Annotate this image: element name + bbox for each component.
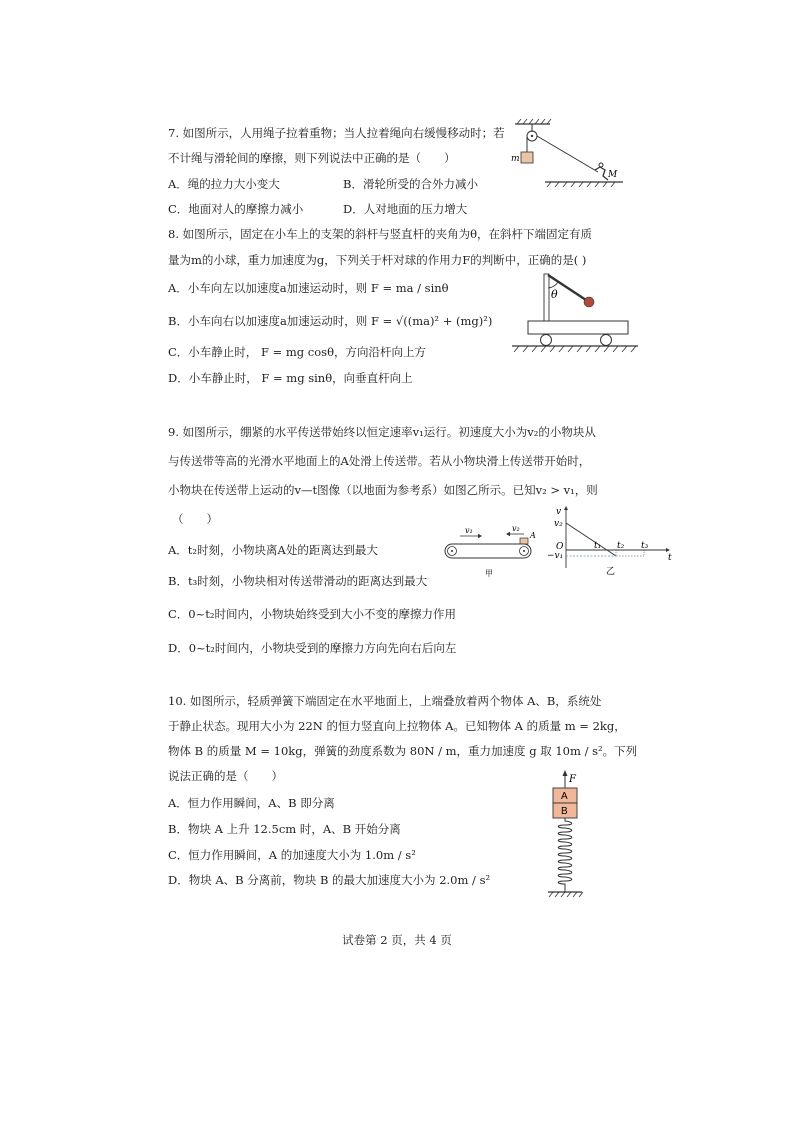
q7-pulley-figure [505,118,630,190]
q10-spring [558,818,572,892]
q10-label-F: F [569,774,576,785]
q9-stem-line4: （ ） [172,512,218,526]
q10-stem-line1: 10. 如图所示，轻质弹簧下端固定在水平地面上，上端叠放着两个物体 A、B，系统处 [168,694,602,708]
q9-graph-label-t1: t₁ [594,541,602,551]
q10-option-d: D．物块 A、B 分离前，物块 B 的最大加速度大小为 2.0m / s² [168,873,491,887]
q9-option-c: C．0~t₂时间内，小物块始终受到大小不变的摩擦力作用 [168,607,456,621]
q9-conveyor-figure [438,520,540,578]
q9-option-a: A．t₂时刻，小物块离A处的距离达到最大 [168,543,378,557]
q9-graph-label-t2: t₂ [617,541,625,551]
q8-cart-figure [510,268,640,356]
q8-option-d: D．小车静止时， F = mg sinθ，向垂直杆向上 [168,371,413,385]
q10-stem-line4: 说法正确的是（ ） [168,769,283,783]
q8-stem-line2: 量为m的小球，重力加速度为g，下列关于杆对球的作用力F的判断中，正确的是( ) [168,253,587,267]
q8-label-theta: θ [551,288,558,301]
q10-label-B: B [561,806,568,817]
q9-stem-line3: 小物块在传送带上运动的v—t图像（以地面为参考系）如图乙所示。已知v₂ > v₁，则 [168,483,598,497]
q8-option-b: B．小车向右以加速度a加速运动时，则 F = √((ma)² + (mg)²) [168,314,493,328]
q7-label-M: M [608,170,618,180]
q7-stem-line1: 7. 如图所示，人用绳子拉着重物；当人拉着绳向右缓慢移动时；若 [168,126,505,140]
q9-graph-label-t3: t₃ [641,541,649,551]
q9-graph-label-v2: v₂ [554,519,563,529]
q9-graph-label-neg-v1: −v₁ [547,551,564,561]
q8-option-c: C．小车静止时， F = mg cosθ，方向沿杆向上方 [168,345,426,359]
q10-spring-figure [540,770,590,902]
q7-stem-line2: 不计绳与滑轮间的摩擦，则下列说法中正确的是（ ） [168,151,456,165]
q9-block [520,538,528,544]
q9-vt-graph [546,506,674,578]
q10-label-A: A [561,791,568,802]
q7-option-c: C．地面对人的摩擦力减小 [168,202,304,216]
q9-belt-label-v1: v₁ [465,526,473,535]
q7-option-d: D．人对地面的压力增大 [343,202,468,216]
q9-option-b: B．t₃时刻，小物块相对传送带滑动的距离达到最大 [168,574,428,588]
q8-wheel-left [541,335,552,346]
q8-wheel-right [601,335,612,346]
q10-option-a: A．恒力作用瞬间，A、B 即分离 [168,796,335,810]
q9-graph-label-v: v [556,507,562,517]
q10-stem-line3: 物体 B 的质量 M = 10kg，弹簧的劲度系数为 80N / m，重力加速度 g 取 10m / s²。下列 [168,744,638,758]
q7-option-b: B．滑轮所受的合外力减小 [343,177,478,191]
q7-option-a: A．绳的拉力大小变大 [168,177,280,191]
q8-option-a: A．小车向左以加速度a加速运动时，则 F = ma / sinθ [168,281,449,295]
q10-option-c: C．恒力作用瞬间，A 的加速度大小为 1.0m / s² [168,848,416,862]
q9-belt-label-A: A [530,531,536,540]
q8-stem-line1: 8. 如图所示，固定在小车上的支架的斜杆与竖直杆的夹角为θ，在斜杆下端固定有质 [168,227,593,241]
q9-label-yi: 乙 [606,567,616,577]
q10-option-b: B．物块 A 上升 12.5cm 时，A、B 开始分离 [168,822,401,836]
page-footer: 试卷第 2 页，共 4 页 [342,933,452,947]
q7-label-m: m [511,154,520,164]
q7-mass-block [521,152,533,163]
q9-graph-label-O: O [556,542,564,552]
q9-stem-line2: 与传送带等高的光滑水平地面上的A处滑上传送带。若从小物块滑上传送带开始时， [168,454,591,468]
q9-belt-label-v2: v₂ [512,524,520,533]
q8-ball [584,297,594,307]
q9-label-jia: 甲 [485,569,493,578]
q9-option-d: D．0~t₂时间内，小物块受到的摩擦力方向先向右后向左 [168,641,457,655]
q10-stem-line2: 于静止状态。现用大小为 22N 的恒力竖直向上拉物体 A。已知物体 A 的质量 m = 2kg， [168,719,626,733]
q9-stem-line1: 9. 如图所示，绷紧的水平传送带始终以恒定速率v₁运行。初速度大小为v₂的小物块从 [168,425,596,439]
q9-graph-label-t: t [668,553,672,563]
